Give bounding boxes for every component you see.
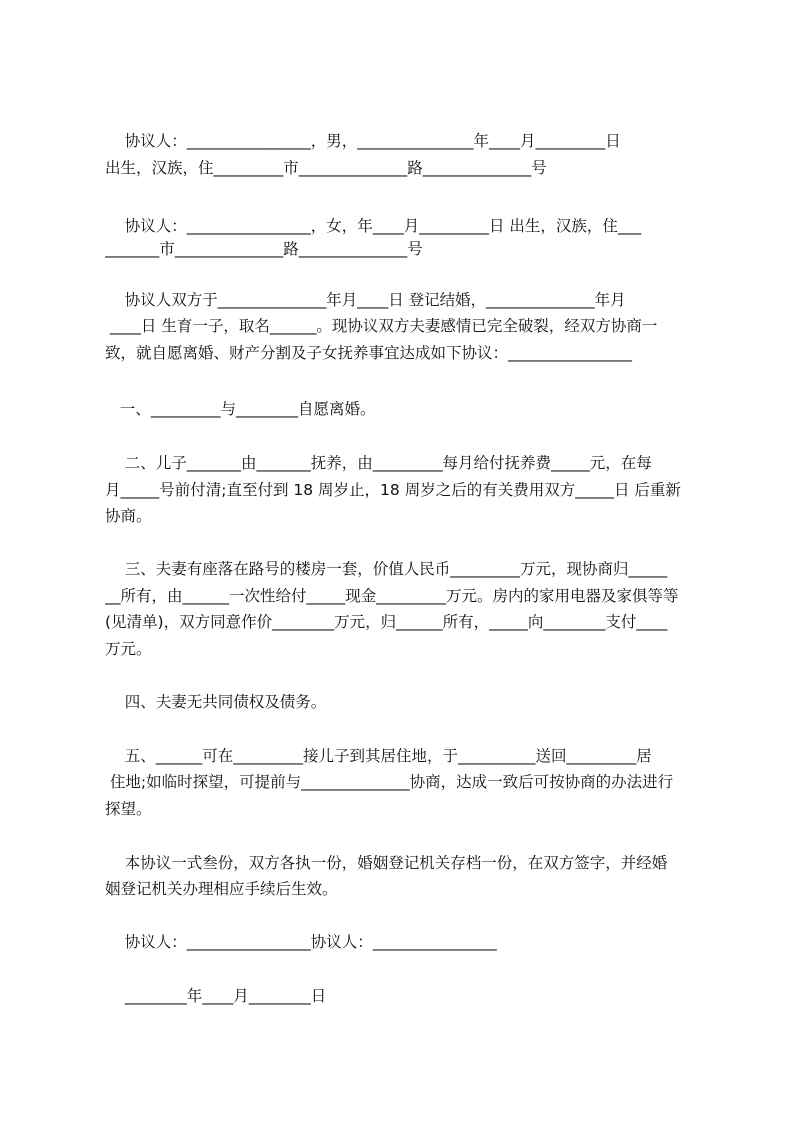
signature-line: 协议人：________________协议人：________________ [105,933,497,951]
date-line: ________年____月________日 [105,987,327,1005]
text-line: 协议人：________________，男，_______________年____月_________日 [105,132,621,150]
text-line: 姻登记机关办理相应手续后生效。 [105,880,338,898]
text-line: 一、_________与________自愿离婚。 [105,400,376,418]
text-line: 万元。 [105,640,152,658]
text-line: 协商。 [105,507,152,525]
text-line: 住地;如临时探望，可提前与______________协商，达成一致后可按协商的办法进行 [105,773,674,791]
text-line: 致，就自愿离婚、财产分割及子女抚养事宜达成如下协议：________________ [105,344,633,362]
text-line: 二、儿子_______由_______抚养，由_________每月给付抚养费_____元，在每 [105,454,652,472]
text-line: (见清单)，双方同意作价________万元，归______所有，_____向________支付____ [105,613,668,631]
text-line: 三、夫妻有座落在路号的楼房一套，价值人民币_________万元，现协商归_____ [105,560,668,578]
text-line: 协议人：________________，女，年____月_________日 出生，汉族，住___ [105,217,642,235]
text-line: 探望。 [105,800,152,818]
text-line: ____日 生育一子，取名______。现协议双方夫妻感情已完全破裂，经双方协商一 [105,317,658,335]
text-line: 四、夫妻无共同债权及债务。 [105,693,327,711]
text-line: 协议人双方于______________年月____日 登记结婚，______________年月 [105,291,626,309]
text-line: 出生，汉族，住_________市______________路______________号 [105,159,547,177]
text-line: __所有，由______一次性给付_____现金_________万元。房内的家用电器及家俱等等 [105,587,679,605]
text-line: 月_____号前付清;直至付到 18 周岁止，18 周岁之后的有关费用双方_____日 后重新 [105,481,681,499]
text-line: 五、______可在_________接儿子到其居住地，于__________送回_________居 [105,747,652,765]
text-line: _______市______________路______________号 [105,240,423,258]
text-line: 本协议一式叁份，双方各执一份，婚姻登记机关存档一份，在双方签字，并经婚 [105,854,668,872]
